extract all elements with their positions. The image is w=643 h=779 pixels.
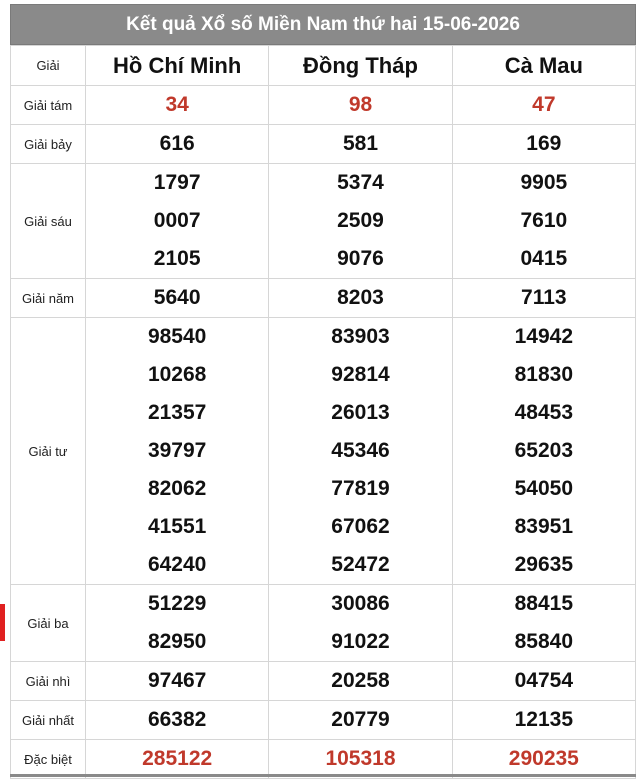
prize-number: 30086 bbox=[331, 592, 390, 615]
prize-row bbox=[11, 701, 636, 740]
prize-number: 66382 bbox=[147, 708, 207, 731]
prize-number: 45346 bbox=[331, 439, 390, 462]
prize-cell bbox=[452, 164, 635, 279]
prize-number: 7113 bbox=[521, 286, 567, 309]
prize-cell bbox=[452, 279, 635, 318]
prize-cell bbox=[452, 318, 635, 585]
prize-label: Giải sáu bbox=[11, 164, 86, 279]
prize-number: 9905 bbox=[520, 171, 568, 194]
results-panel bbox=[10, 4, 636, 779]
prize-number: 82062 bbox=[147, 477, 207, 500]
prize-number: 10268 bbox=[147, 363, 207, 386]
prize-number: 64240 bbox=[147, 553, 207, 576]
prize-header-label: Giải bbox=[11, 46, 86, 86]
prize-number: 48453 bbox=[514, 401, 574, 424]
prize-cell bbox=[269, 585, 452, 662]
prize-cell bbox=[86, 279, 269, 318]
prize-cell bbox=[86, 662, 269, 701]
results-table bbox=[10, 45, 636, 779]
prize-row bbox=[11, 125, 636, 164]
prize-number: 8203 bbox=[337, 286, 384, 309]
prize-number: 7610 bbox=[520, 209, 568, 232]
side-tab-marker bbox=[0, 604, 5, 641]
prize-number: 83951 bbox=[514, 515, 574, 538]
prize-number: 51229 bbox=[147, 592, 207, 615]
prize-cell bbox=[269, 125, 452, 164]
prize-number: 52472 bbox=[331, 553, 390, 576]
prize-number: 20258 bbox=[331, 669, 390, 692]
prize-number: 285122 bbox=[142, 747, 213, 770]
prize-number: 14942 bbox=[514, 325, 574, 348]
prize-number: 83903 bbox=[331, 325, 390, 348]
prize-number: 91022 bbox=[331, 630, 390, 653]
prize-number: 5640 bbox=[153, 286, 201, 309]
prize-cell bbox=[86, 318, 269, 585]
prize-number: 9076 bbox=[337, 247, 384, 270]
prize-number: 39797 bbox=[147, 439, 207, 462]
prize-label: Giải tám bbox=[11, 86, 86, 125]
prize-number: 169 bbox=[526, 132, 562, 155]
prize-number: 2509 bbox=[337, 209, 384, 232]
prize-label: Giải nhì bbox=[11, 662, 86, 701]
prize-cell bbox=[269, 164, 452, 279]
prize-number: 2105 bbox=[153, 247, 201, 270]
province-header[interactable]: Cà Mau bbox=[452, 46, 635, 86]
prize-cell bbox=[86, 125, 269, 164]
prize-cell bbox=[269, 86, 452, 125]
prize-rows bbox=[11, 86, 636, 779]
prize-number: 581 bbox=[342, 132, 379, 155]
prize-number: 97467 bbox=[147, 669, 207, 692]
prize-number: 105318 bbox=[325, 747, 396, 770]
prize-number: 1797 bbox=[153, 171, 201, 194]
prize-cell bbox=[86, 585, 269, 662]
prize-cell bbox=[86, 701, 269, 740]
prize-number: 20779 bbox=[331, 708, 390, 731]
prize-number: 81830 bbox=[514, 363, 574, 386]
prize-number: 41551 bbox=[147, 515, 207, 538]
prize-row bbox=[11, 662, 636, 701]
prize-row bbox=[11, 740, 636, 779]
prize-cell bbox=[452, 125, 635, 164]
prize-number: 12135 bbox=[514, 708, 574, 731]
province-header[interactable]: Hồ Chí Minh bbox=[86, 46, 269, 86]
prize-number: 85840 bbox=[514, 630, 574, 653]
prize-number: 82950 bbox=[147, 630, 207, 653]
province-header[interactable]: Đồng Tháp bbox=[269, 46, 452, 86]
prize-cell bbox=[452, 585, 635, 662]
prize-number: 88415 bbox=[514, 592, 574, 615]
prize-number: 0007 bbox=[153, 209, 201, 232]
prize-number: 616 bbox=[159, 132, 195, 155]
prize-number: 65203 bbox=[514, 439, 574, 462]
page-title: Kết quả Xổ số Miền Nam thứ hai 15-06-2026 bbox=[10, 4, 636, 45]
prize-number: 98540 bbox=[147, 325, 207, 348]
prize-cell bbox=[269, 740, 452, 779]
prize-number: 77819 bbox=[331, 477, 390, 500]
prize-label: Giải bảy bbox=[11, 125, 86, 164]
prize-cell bbox=[452, 701, 635, 740]
prize-number: 5374 bbox=[337, 171, 384, 194]
prize-cell bbox=[269, 318, 452, 585]
prize-number: 92814 bbox=[331, 363, 390, 386]
prize-cell bbox=[452, 662, 635, 701]
prize-cell bbox=[86, 740, 269, 779]
prize-row bbox=[11, 279, 636, 318]
prize-label: Giải nhất bbox=[11, 701, 86, 740]
prize-cell bbox=[452, 740, 635, 779]
prize-row bbox=[11, 585, 636, 662]
prize-number: 290235 bbox=[508, 747, 579, 770]
prize-cell bbox=[269, 662, 452, 701]
prize-row bbox=[11, 164, 636, 279]
bottom-rule bbox=[10, 774, 636, 777]
prize-number: 04754 bbox=[514, 669, 574, 692]
prize-cell bbox=[452, 86, 635, 125]
prize-number: 54050 bbox=[514, 477, 574, 500]
prize-number: 29635 bbox=[514, 553, 574, 576]
prize-label: Giải năm bbox=[11, 279, 86, 318]
prize-number: 26013 bbox=[331, 401, 390, 424]
prize-number: 98 bbox=[348, 93, 373, 116]
header-row bbox=[11, 46, 636, 86]
prize-label: Giải ba bbox=[11, 585, 86, 662]
prize-number: 0415 bbox=[520, 247, 568, 270]
prize-number: 47 bbox=[532, 93, 556, 116]
prize-cell bbox=[269, 701, 452, 740]
prize-cell bbox=[269, 279, 452, 318]
prize-cell bbox=[86, 86, 269, 125]
prize-row bbox=[11, 318, 636, 585]
prize-label: Giải tư bbox=[11, 318, 86, 585]
prize-cell bbox=[86, 164, 269, 279]
prize-row bbox=[11, 86, 636, 125]
prize-number: 21357 bbox=[147, 401, 207, 424]
prize-number: 34 bbox=[165, 93, 189, 116]
prize-number: 67062 bbox=[331, 515, 390, 538]
prize-label: Đặc biệt bbox=[11, 740, 86, 779]
